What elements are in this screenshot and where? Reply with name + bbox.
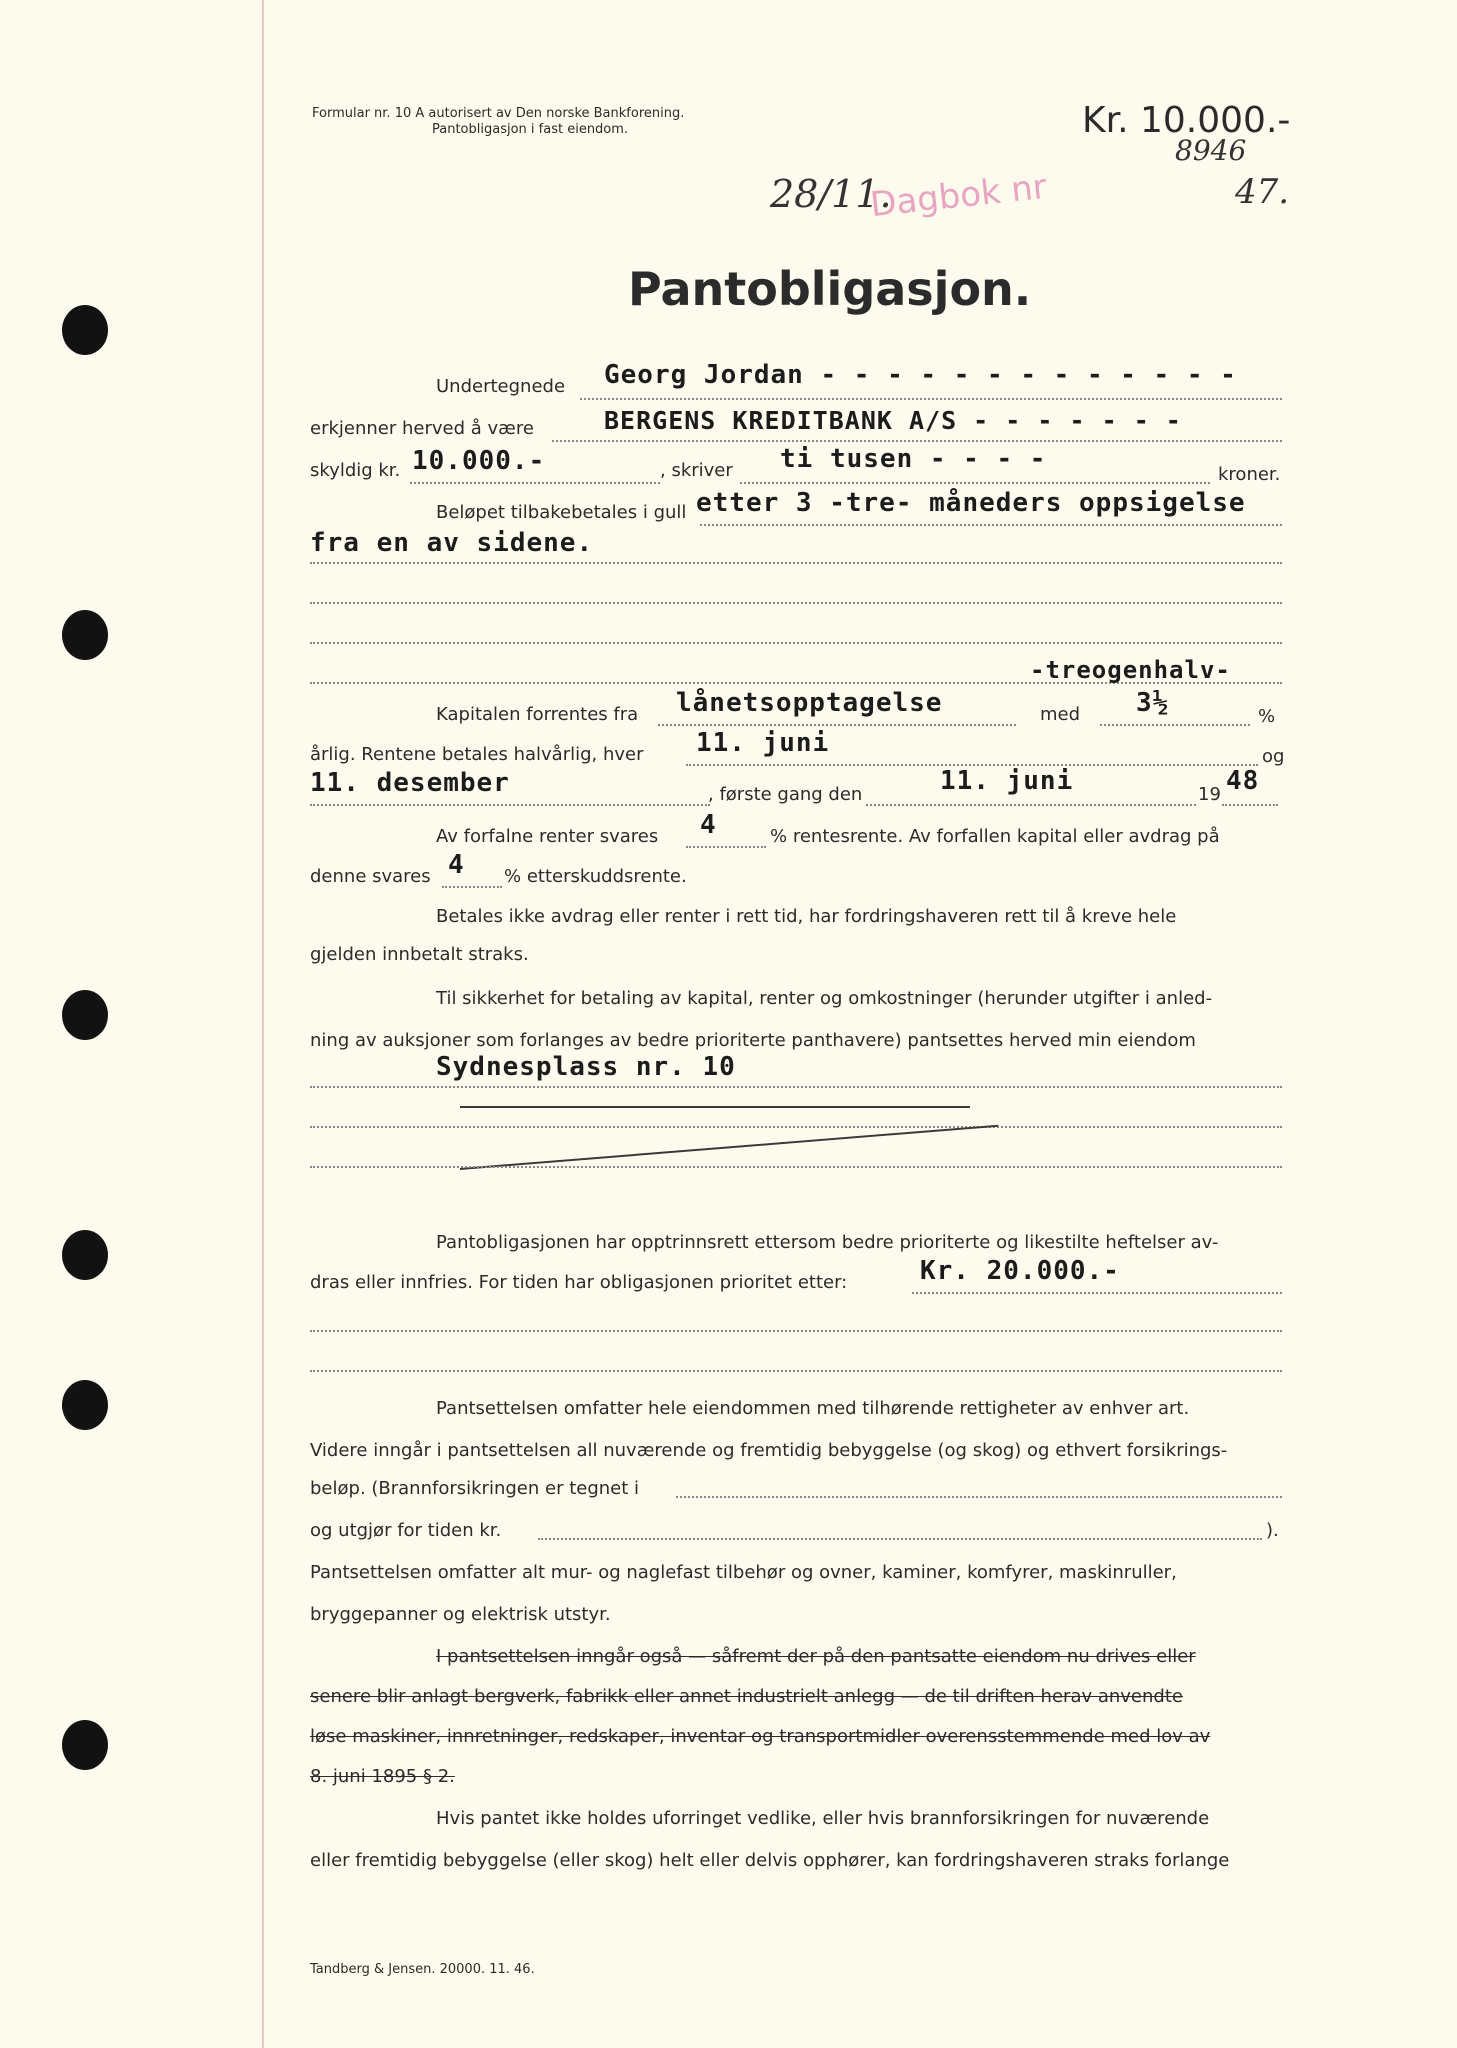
betales-line-2: gjelden innbetalt straks.: [310, 944, 529, 965]
fill-line: [676, 1496, 1282, 1498]
fill-line: [552, 440, 1282, 442]
binder-hole: [62, 305, 108, 355]
hand-year: 47.: [1235, 172, 1290, 212]
binder-hole: [62, 990, 108, 1040]
fill-line: [310, 1370, 1282, 1372]
fill-line: [700, 524, 1282, 526]
fill-line: [538, 1538, 1262, 1540]
panto-line-1: Pantobligasjonen har opptrinnsrett ettersom bedre prioriterte og likestilte heftelser av-: [436, 1232, 1219, 1253]
og-label: og: [1262, 746, 1285, 767]
fill-line: [1100, 724, 1250, 726]
rate-in-words: -treogenhalv-: [1030, 656, 1231, 684]
kapital-value: lånetsopptagelse: [676, 688, 943, 718]
pants-line-4a: og utgjør for tiden kr.: [310, 1520, 502, 1541]
etterskudd-value: 4: [448, 850, 465, 880]
undertegnede-value: Georg Jordan - - - - - - - - - - - - -: [604, 360, 1237, 390]
erkjenner-label: erkjenner herved å være: [310, 418, 534, 439]
first-payment-date: 11. juni: [940, 766, 1074, 796]
page-title: Pantobligasjon.: [628, 262, 1032, 316]
percent-label: %: [1258, 706, 1276, 727]
rentesrente-label: % rentesrente. Av forfallen kapital eller avdrag på: [770, 826, 1220, 847]
kroner-label: kroner.: [1218, 464, 1281, 485]
hvis-line-2: eller fremtidig bebyggelse (eller skog) helt eller delvis opphører, kan fordringshaveren straks forlange: [310, 1850, 1230, 1871]
ink-line: [460, 1106, 970, 1108]
pants-line-2: Videre inngår i pantsettelsen all nuværende og fremtidig bebyggelse (og skog) og ethvert forsikrings-: [310, 1440, 1228, 1461]
pants-line-1: Pantsettelsen omfatter hele eiendommen med tilhørende rettigheter av enhver art.: [436, 1398, 1190, 1419]
fill-line: [686, 846, 766, 848]
pants-line-4b: ).: [1266, 1520, 1279, 1541]
fill-line: [310, 1086, 1282, 1088]
binder-hole: [62, 1230, 108, 1280]
binder-hole: [62, 1380, 108, 1430]
binder-hole: [62, 1720, 108, 1770]
panto-line-2: dras eller innfries. For tiden har obligasjonen prioritet etter:: [310, 1272, 848, 1293]
struck-line-3: løse maskiner, innretninger, redskaper, inventar og transportmidler overensstemmende med lov av: [310, 1726, 1211, 1747]
av-forfalne-label: Av forfalne renter svares: [436, 826, 659, 847]
etterskudd-label: % etterskuddsrente.: [504, 866, 687, 887]
til-sikkerhet-line-2: ning av auksjoner som forlanges av bedre prioriterte panthavere) pantsettes herved min eiendom: [310, 1030, 1196, 1051]
undertegnede-label: Undertegnede: [436, 376, 566, 397]
fill-line: [740, 482, 1210, 484]
fill-line: [310, 602, 1282, 604]
belopet-label: Beløpet tilbakebetales i gull: [436, 502, 687, 523]
dagbok-stamp: Dagbok nr: [868, 166, 1049, 226]
pants-line-5: Pantsettelsen omfatter alt mur- og naglefast tilbehør og ovner, kaminer, komfyrer, maskinruller,: [310, 1562, 1177, 1583]
fill-line: [310, 1166, 1282, 1168]
struck-line-4: 8. juni 1895 § 2.: [310, 1766, 455, 1787]
fill-line: [310, 1126, 1282, 1128]
margin-line: [262, 0, 264, 2048]
erkjenner-value: BERGENS KREDITBANK A/S - - - - - - -: [604, 406, 1182, 435]
fill-line: [310, 804, 710, 806]
kapital-label: Kapitalen forrentes fra: [436, 704, 639, 725]
belopet-value-1: etter 3 -tre- måneders oppsigelse: [696, 488, 1246, 518]
rate-value: 3½: [1136, 688, 1170, 718]
forste-label: , første gang den: [708, 784, 863, 805]
ink-slash: [460, 1125, 998, 1170]
fill-line: [442, 886, 502, 888]
binder-hole: [62, 610, 108, 660]
skyldig-value: 10.000.-: [412, 446, 546, 476]
payment-date-2: 11. desember: [310, 768, 510, 798]
pants-line-3: beløp. (Brannforsikringen er tegnet i: [310, 1478, 640, 1499]
fill-line: [580, 398, 1282, 400]
form-note-line-1: Formular nr. 10 A autorisert av Den norske Bankforening.: [312, 106, 685, 121]
fill-line: [310, 562, 1282, 564]
form-note-line-2: Pantobligasjon i fast eiendom.: [432, 122, 629, 137]
skyldig-label: skyldig kr.: [310, 460, 401, 481]
printer-note: Tandberg & Jensen. 20000. 11. 46.: [310, 1962, 535, 1977]
med-label: med: [1040, 704, 1081, 725]
belopet-value-2: fra en av sidene.: [310, 528, 594, 558]
skriver-label: , skriver: [660, 460, 733, 481]
amount-heading: Kr. 10.000.-: [1082, 100, 1291, 141]
struck-line-2: senere blir anlagt bergverk, fabrikk eller annet industrielt anlegg — de til driften herav anvendte: [310, 1686, 1183, 1707]
fill-line: [658, 724, 1016, 726]
arlig-label: årlig. Rentene betales halvårlig, hver: [310, 744, 644, 765]
betales-line-1: Betales ikke avdrag eller renter i rett tid, har fordringshaveren rett til å kreve hele: [436, 906, 1177, 927]
property-value: Sydnesplass nr. 10: [436, 1052, 736, 1082]
struck-line-1: I pantsettelsen inngår også — såfremt der på den pantsatte eiendom nu drives eller: [436, 1646, 1196, 1667]
fill-line: [310, 1330, 1282, 1332]
hand-date: 28/11.: [770, 172, 892, 216]
fill-line: [912, 1292, 1282, 1294]
til-sikkerhet-line-1: Til sikkerhet for betaling av kapital, renter og omkostninger (herunder utgifter i anled-: [436, 988, 1213, 1009]
skriver-value: ti tusen - - - -: [780, 444, 1047, 474]
fill-line: [410, 482, 660, 484]
rente-value: 4: [700, 810, 717, 840]
payment-date-1: 11. juni: [696, 728, 830, 758]
prioritet-value: Kr. 20.000.-: [920, 1256, 1120, 1286]
pants-line-6: bryggepanner og elektrisk utstyr.: [310, 1604, 611, 1625]
fill-line: [1222, 804, 1278, 806]
year-prefix: 19: [1198, 784, 1221, 805]
denne-label: denne svares: [310, 866, 431, 887]
fill-line: [866, 804, 1196, 806]
year-value: 48: [1226, 766, 1260, 796]
hvis-line-1: Hvis pantet ikke holdes uforringet vedlike, eller hvis brannforsikringen for nuværende: [436, 1808, 1210, 1829]
fill-line: [310, 642, 1282, 644]
hand-number: 8946: [1175, 134, 1247, 167]
